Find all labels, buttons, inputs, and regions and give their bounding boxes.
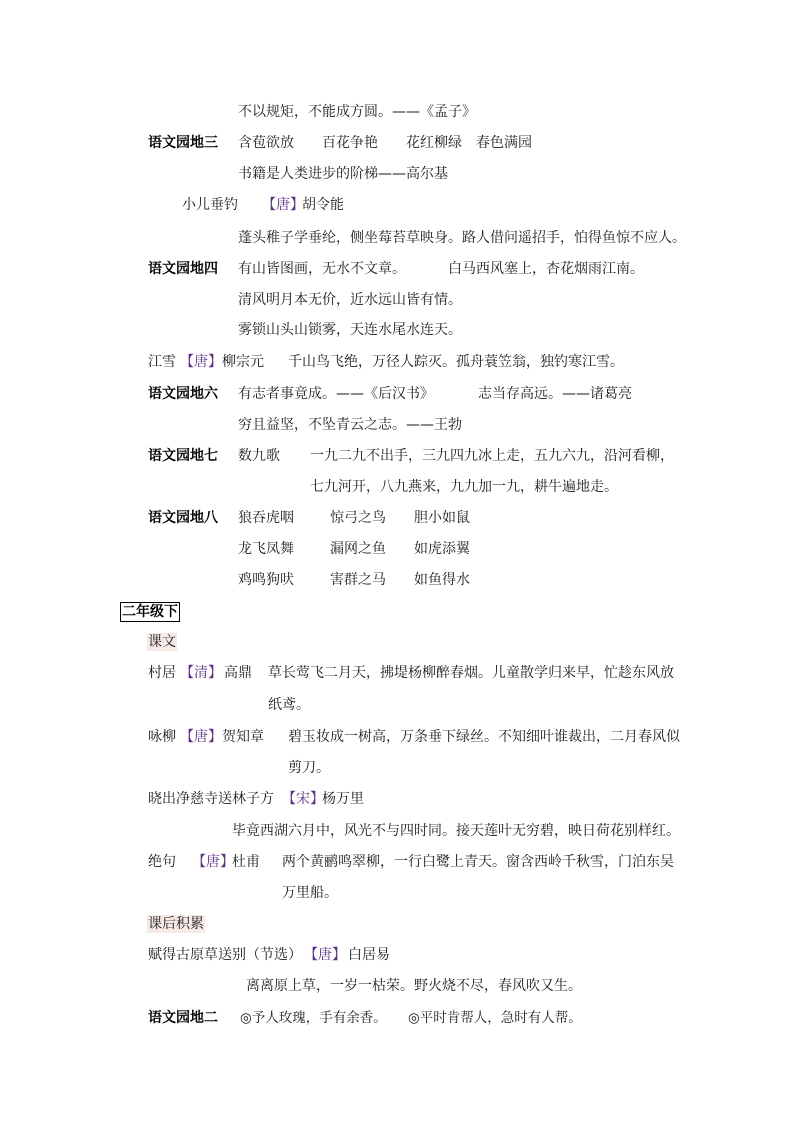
poem-text: 毕竟西湖六月中，风光不与四时同。接天莲叶无穷碧，映日荷花别样红。 xyxy=(232,823,680,839)
section-label-yuwen-4: 语文园地四 xyxy=(148,261,218,277)
poem-dynasty: 【唐】 xyxy=(304,947,346,963)
idiom: 狼吞虎咽 xyxy=(238,510,294,526)
poem-text: 离离原上草，一岁一枯荣。野火烧不尽，春风吹又生。 xyxy=(246,978,582,994)
song-text: 一九二九不出手，三九四九冰上走，五九六九，沿河看柳， xyxy=(310,448,674,464)
idiom: 漏网之鱼 xyxy=(330,541,386,557)
idiom: 含苞欲放 xyxy=(238,135,294,151)
idiom: 如鱼得水 xyxy=(414,572,470,588)
poem-title: 晓出净慈寺送林子方 xyxy=(148,791,274,807)
saying: 清风明月本无价，近水远山皆有情。 xyxy=(238,292,462,308)
quote-mencius: 不以规矩，不能成方圆。——《孟子》 xyxy=(238,104,476,120)
poem-dynasty: 【清】 xyxy=(180,665,222,681)
poem-text: 剪刀。 xyxy=(288,760,330,776)
saying: ◎平时肯帮人，急时有人帮。 xyxy=(408,1010,582,1026)
saying: 志当存高远。——诸葛亮 xyxy=(478,386,632,402)
saying: 有山皆图画，无水不文章。 xyxy=(238,261,406,277)
poem-title: 村居 xyxy=(148,665,176,681)
grade-heading: 二年级下 xyxy=(122,604,178,620)
saying: 穷且益坚，不坠青云之志。——王勃 xyxy=(238,417,462,433)
idiom: 花红柳绿 xyxy=(406,135,462,151)
poem-dynasty: 【宋】 xyxy=(282,791,324,807)
idiom: 百花争艳 xyxy=(322,135,378,151)
poem-title: 赋得古原草送别（节选） xyxy=(148,947,302,963)
poem-author: 杨万里 xyxy=(322,791,364,807)
saying: 有志者事竟成。——《后汉书》 xyxy=(238,386,434,402)
poem-title: 咏柳 xyxy=(148,729,176,745)
poem-title: 绝句 xyxy=(148,854,176,870)
song-text: 七九河开，八九燕来，九九加一九，耕牛遍地走。 xyxy=(310,479,618,495)
section-label-yuwen-7: 语文园地七 xyxy=(148,448,218,464)
song-title: 数九歌 xyxy=(238,448,280,464)
poem-text: 草长莺飞二月天，拂堤杨柳醉春烟。儿童散学归来早，忙趁东风放 xyxy=(268,665,674,681)
poem-author: 贺知章 xyxy=(222,729,264,745)
poem-author: 柳宗元 xyxy=(222,354,264,370)
poem-text: 蓬头稚子学垂纶，侧坐莓苔草映身。路人借问遥招手，怕得鱼惊不应人。 xyxy=(238,230,686,246)
poem-text: 碧玉妆成一树高，万条垂下绿丝。不知细叶谁裁出，二月春风似 xyxy=(288,729,680,745)
poem-title: 小儿垂钓 xyxy=(182,197,238,213)
poem-dynasty: 【唐】 xyxy=(180,354,222,370)
subheading-kehou: 课后积累 xyxy=(148,916,204,932)
subheading-kewen: 课文 xyxy=(148,634,176,650)
poem-author: 胡令能 xyxy=(302,197,344,213)
poem-text: 万里船。 xyxy=(282,885,338,901)
saying: 白马西风塞上，杏花烟雨江南。 xyxy=(448,261,644,277)
poem-dynasty: 【唐】 xyxy=(262,197,304,213)
idiom: 春色满园 xyxy=(476,135,532,151)
saying: 雾锁山头山锁雾，天连水尾水连天。 xyxy=(238,322,462,338)
section-label-yuwen-2: 语文园地二 xyxy=(148,1010,218,1026)
idiom: 胆小如鼠 xyxy=(414,510,470,526)
idiom: 如虎添翼 xyxy=(414,541,470,557)
poem-text: 两个黄鹂鸣翠柳，一行白鹭上青天。窗含西岭千秋雪，门泊东吴 xyxy=(282,854,674,870)
idiom: 龙飞凤舞 xyxy=(238,541,294,557)
poem-dynasty: 【唐】 xyxy=(180,729,222,745)
idiom: 鸡鸣狗吠 xyxy=(238,572,294,588)
poem-author: 杜甫 xyxy=(232,854,260,870)
poem-dynasty: 【唐】 xyxy=(192,854,234,870)
idiom: 惊弓之鸟 xyxy=(330,510,386,526)
poem-author: 高鼎 xyxy=(224,665,252,681)
poem-text: 纸鸢。 xyxy=(268,697,310,713)
poem-text: 千山鸟飞绝，万径人踪灭。孤舟蓑笠翁，独钓寒江雪。 xyxy=(288,354,624,370)
poem-author: 白居易 xyxy=(348,947,390,963)
idiom: 害群之马 xyxy=(330,572,386,588)
saying: ◎予人玫瑰，手有余香。 xyxy=(240,1010,387,1026)
quote-gorky: 书籍是人类进步的阶梯——高尔基 xyxy=(238,166,448,182)
poem-title: 江雪 xyxy=(148,354,176,370)
section-label-yuwen-6: 语文园地六 xyxy=(148,386,218,402)
section-label-yuwen-3: 语文园地三 xyxy=(148,135,218,151)
section-label-yuwen-8: 语文园地八 xyxy=(148,510,218,526)
